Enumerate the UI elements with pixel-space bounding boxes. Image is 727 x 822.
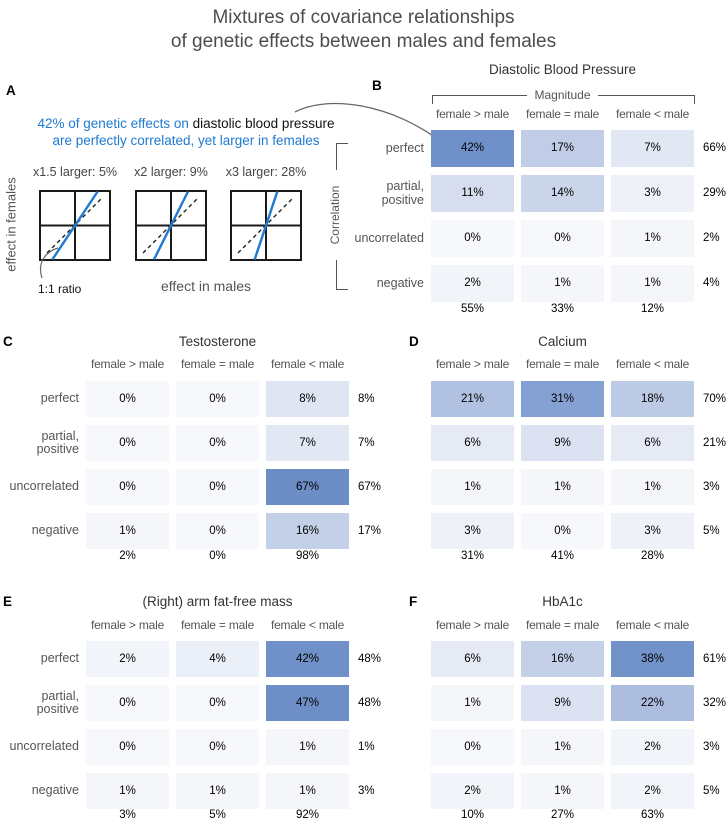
cell-b-r0-c1: 17%	[521, 130, 604, 167]
panel-c-title: Testosterone	[178, 334, 257, 349]
row-label-line: partial,	[386, 179, 424, 193]
row-label-e-0	[0, 641, 79, 677]
col-sum-c-0: 2%	[119, 550, 136, 562]
row-label-c-2	[0, 469, 79, 505]
cell-e-r3-c0: 1%	[86, 773, 169, 809]
col-sum-e-2: 92%	[295, 809, 320, 821]
row-label-line: positive	[36, 702, 79, 716]
col-sum-d-1: 41%	[550, 550, 575, 562]
cell-d-r2-c2: 1%	[611, 469, 694, 505]
cell-b-r0-c0: 42%	[431, 130, 514, 167]
row-sum-f-2: 3%	[703, 741, 720, 753]
row-label-b-3	[324, 265, 424, 302]
cell-b-r1-c0: 11%	[431, 175, 514, 212]
figure-title-line2: of genetic effects between males and females	[170, 31, 557, 52]
magnitude-label	[431, 88, 694, 102]
col-sum-b-0: 55%	[460, 303, 485, 315]
cell-c-r0-c0: 0%	[86, 381, 169, 417]
col-sum-b-2: 12%	[640, 303, 665, 315]
row-sum-b-1: 29%	[703, 187, 727, 199]
row-label-line: uncorrelated	[9, 739, 79, 754]
cell-f-r2-c1: 1%	[521, 729, 604, 765]
row-label-e-3	[0, 773, 79, 809]
panel-b-label: B	[372, 78, 382, 93]
row-label-line: perfect	[385, 140, 424, 155]
row-label-line: negative	[31, 523, 79, 538]
correlation-label: Correlation	[328, 170, 344, 260]
col-sum-c-2: 98%	[295, 550, 320, 562]
row-sum-d-3: 5%	[703, 525, 720, 537]
cell-f-r3-c0: 2%	[431, 773, 514, 809]
caption-black-part: diastolic blood pressure	[188, 116, 335, 131]
row-label-line: partial,	[41, 428, 79, 443]
row-sum-f-0: 61%	[703, 653, 727, 665]
panel-a-caption-line2: are perfectly correlated, yet larger in females	[52, 133, 320, 148]
row-sum-b-3: 4%	[703, 277, 720, 289]
row-label-line: positive	[381, 192, 424, 207]
col-header-d-1: female = male	[525, 357, 600, 371]
cell-d-r0-c0: 21%	[431, 381, 514, 417]
cell-b-r1-c1: 14%	[521, 175, 604, 212]
row-sum-e-1: 48%	[358, 697, 382, 709]
row-sum-d-0: 70%	[703, 393, 727, 405]
cell-d-r2-c1: 1%	[521, 469, 604, 505]
col-header-d-2: female < male	[615, 357, 690, 371]
cell-f-r1-c0: 1%	[431, 685, 514, 721]
row-label-line: uncorrelated	[9, 479, 79, 494]
cell-b-r0-c2: 7%	[611, 130, 694, 167]
miniplot-1-title: x1.5 larger: 5%	[32, 165, 118, 179]
cell-d-r1-c2: 6%	[611, 425, 694, 461]
cell-c-r3-c0: 1%	[86, 513, 169, 549]
panel-a-caption-line1	[0, 116, 372, 132]
row-sum-c-1: 7%	[358, 437, 375, 449]
cell-b-r3-c0: 2%	[431, 265, 514, 302]
col-header-b-2: female < male	[615, 107, 690, 121]
cell-c-r2-c2: 67%	[266, 469, 349, 505]
miniplot-2-title: x2 larger: 9%	[134, 165, 208, 179]
row-sum-c-2: 67%	[358, 481, 382, 493]
cell-c-r2-c0: 0%	[86, 469, 169, 505]
row-sum-c-3: 17%	[358, 525, 382, 537]
cell-d-r0-c2: 18%	[611, 381, 694, 417]
cell-b-r3-c2: 1%	[611, 265, 694, 302]
cell-d-r2-c0: 1%	[431, 469, 514, 505]
cell-f-r3-c1: 1%	[521, 773, 604, 809]
col-header-f-0: female > male	[435, 618, 510, 632]
cell-b-r2-c0: 0%	[431, 220, 514, 257]
cell-f-r1-c2: 22%	[611, 685, 694, 721]
cell-c-r3-c1: 0%	[176, 513, 259, 549]
row-sum-e-2: 1%	[358, 741, 375, 753]
row-label-line: perfect	[40, 651, 79, 666]
row-sum-f-1: 32%	[703, 697, 727, 709]
cell-c-r0-c1: 0%	[176, 381, 259, 417]
col-sum-f-1: 27%	[550, 809, 575, 821]
cell-e-r2-c1: 0%	[176, 729, 259, 765]
col-sum-c-1: 0%	[209, 550, 226, 562]
ratio-1to1-label: 1:1 ratio	[38, 282, 82, 296]
cell-e-r0-c1: 4%	[176, 641, 259, 677]
row-sum-d-2: 3%	[703, 481, 720, 493]
cell-c-r2-c1: 0%	[176, 469, 259, 505]
row-label-line: uncorrelated	[354, 230, 424, 245]
magnitude-label-text: Magnitude	[527, 88, 597, 102]
col-header-b-0: female > male	[435, 107, 510, 121]
miniplot-1	[39, 190, 111, 261]
cell-f-r2-c0: 0%	[431, 729, 514, 765]
cell-f-r1-c1: 9%	[521, 685, 604, 721]
row-label-b-0	[324, 130, 424, 167]
cell-d-r1-c0: 6%	[431, 425, 514, 461]
cell-d-r3-c2: 3%	[611, 513, 694, 549]
cell-d-r3-c1: 0%	[521, 513, 604, 549]
col-sum-f-2: 63%	[640, 809, 665, 821]
cell-f-r0-c0: 6%	[431, 641, 514, 677]
miniplot-3	[230, 190, 302, 261]
col-sum-d-0: 31%	[460, 550, 485, 562]
cell-b-r2-c1: 0%	[521, 220, 604, 257]
col-header-e-2: female < male	[270, 618, 345, 632]
col-header-f-1: female = male	[525, 618, 600, 632]
miniplot-3-title: x3 larger: 28%	[225, 165, 307, 179]
cell-e-r3-c2: 1%	[266, 773, 349, 809]
cell-f-r0-c1: 16%	[521, 641, 604, 677]
panel-b-title: Diastolic Blood Pressure	[488, 62, 637, 77]
cell-d-r1-c1: 9%	[521, 425, 604, 461]
row-label-line: positive	[36, 442, 79, 456]
panel-a-xlabel: effect in males	[160, 278, 251, 294]
panel-a-label: A	[6, 83, 16, 98]
panel-c-label: C	[3, 334, 13, 349]
col-header-c-0: female > male	[90, 357, 165, 371]
panel-d-label: D	[409, 334, 419, 349]
row-sum-b-0: 66%	[703, 142, 727, 154]
row-label-line: perfect	[40, 391, 79, 406]
cell-e-r2-c2: 1%	[266, 729, 349, 765]
cell-e-r1-c0: 0%	[86, 685, 169, 721]
cell-f-r0-c2: 38%	[611, 641, 694, 677]
row-label-c-3	[0, 513, 79, 549]
cell-e-r1-c1: 0%	[176, 685, 259, 721]
cell-b-r2-c2: 1%	[611, 220, 694, 257]
col-header-e-1: female = male	[180, 618, 255, 632]
cell-c-r1-c0: 0%	[86, 425, 169, 461]
row-label-e-1	[0, 685, 79, 721]
caption-blue-part: 42% of genetic effects on	[37, 116, 189, 131]
panel-d-title: Calcium	[538, 334, 587, 349]
col-sum-e-1: 5%	[209, 809, 226, 821]
cell-c-r0-c2: 8%	[266, 381, 349, 417]
cell-c-r1-c2: 7%	[266, 425, 349, 461]
row-sum-d-1: 21%	[703, 437, 727, 449]
row-label-line: negative	[31, 783, 79, 798]
cell-f-r3-c2: 2%	[611, 773, 694, 809]
panel-e-label: E	[3, 594, 13, 609]
col-header-e-0: female > male	[90, 618, 165, 632]
cell-e-r0-c2: 42%	[266, 641, 349, 677]
miniplot-2	[135, 190, 207, 261]
cell-b-r1-c2: 3%	[611, 175, 694, 212]
cell-e-r2-c0: 0%	[86, 729, 169, 765]
row-label-line: partial,	[41, 688, 79, 703]
cell-e-r1-c2: 47%	[266, 685, 349, 721]
row-label-e-2	[0, 729, 79, 765]
cell-b-r3-c1: 1%	[521, 265, 604, 302]
cell-f-r2-c2: 2%	[611, 729, 694, 765]
panel-e-title: (Right) arm fat-free mass	[142, 594, 293, 609]
row-sum-b-2: 2%	[703, 232, 720, 244]
cell-c-r3-c2: 16%	[266, 513, 349, 549]
col-sum-d-2: 28%	[640, 550, 665, 562]
col-header-d-0: female > male	[435, 357, 510, 371]
col-sum-b-1: 33%	[550, 303, 575, 315]
cell-d-r0-c1: 31%	[521, 381, 604, 417]
cell-e-r3-c1: 1%	[176, 773, 259, 809]
row-label-c-1	[0, 425, 79, 461]
cell-d-r3-c0: 3%	[431, 513, 514, 549]
row-sum-f-3: 5%	[703, 785, 720, 797]
cell-c-r1-c1: 0%	[176, 425, 259, 461]
row-label-c-0	[0, 381, 79, 417]
figure-title-line1: Mixtures of covariance relationships	[212, 7, 515, 28]
panel-f-label: F	[409, 594, 418, 609]
row-sum-e-0: 48%	[358, 653, 382, 665]
col-header-b-1: female = male	[525, 107, 600, 121]
row-label-line: negative	[376, 275, 424, 290]
col-header-c-1: female = male	[180, 357, 255, 371]
panel-a-ylabel: effect in females	[3, 177, 19, 272]
cell-e-r0-c0: 2%	[86, 641, 169, 677]
row-sum-e-3: 3%	[358, 785, 375, 797]
col-sum-f-0: 10%	[460, 809, 485, 821]
col-sum-e-0: 3%	[119, 809, 136, 821]
col-header-c-2: female < male	[270, 357, 345, 371]
panel-f-title: HbA1c	[542, 594, 583, 609]
col-header-f-2: female < male	[615, 618, 690, 632]
row-sum-c-0: 8%	[358, 393, 375, 405]
